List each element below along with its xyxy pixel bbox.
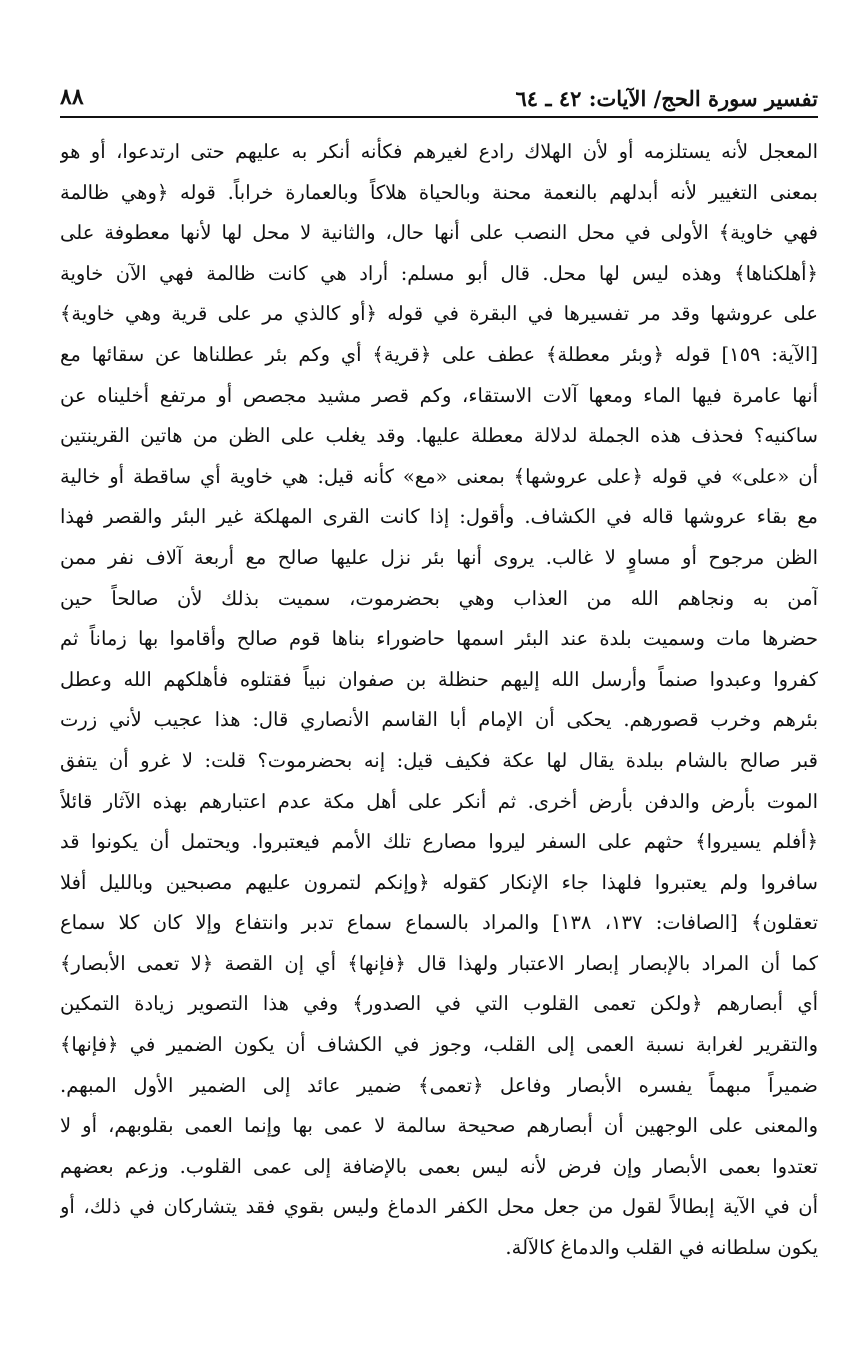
- text-line: بمعنى التغيير لأنه أبدلهم بالنعمة محنة وبالحياة هلاكاً وبالعمارة خراباً. قوله ﴿وهي ظالمة: [60, 180, 818, 204]
- text-line: تعقلون﴾ [الصافات: ١٣٧، ١٣٨] والمراد بالسماع سماع تدبر وانتفاع وإلا كان كلا سماع: [60, 911, 818, 935]
- text-line: آمن به ونجاهم الله من العذاب وهي بحضرموت، سميت بذلك لأن صالحاً حين: [60, 586, 818, 610]
- text-line: كفروا وعبدوا صنماً وأرسل الله إليهم حنظلة بن صفوان نبياً فقتلوه فأهلكهم الله وعطل: [60, 667, 818, 691]
- text-line: ﴿أفلم يسيروا﴾ حثهم على السفر ليروا مصارع تلك الأمم فيعتبروا. ويحتمل أن يكونوا قد: [60, 830, 818, 854]
- text-line: بئرهم وخرب قصورهم. يحكى أن الإمام أبا القاسم الأنصاري قال: هذا عجيب لأني زرت: [60, 708, 818, 732]
- text-line: أي أبصارهم ﴿ولكن تعمى القلوب التي في الصدور﴾ وفي هذا التصوير زيادة التمكين: [60, 992, 818, 1016]
- text-line: والتقرير لغرابة نسبة العمى إلى القلب، وجوز في الكشاف أن يكون الضمير في ﴿فإنها﴾: [60, 1033, 818, 1057]
- text-line: تعتدوا بعمى الأبصار وإن فرض لأنه ليس بعمى بالإضافة إلى عمى القلوب. وزعم بعضهم: [60, 1154, 818, 1178]
- text-line: المعجل لأنه يستلزمه أو لأن الهلاك رادع لغيرهم فكأنه أنكر به عليهم حتى ارتدعوا، أو هو: [60, 140, 818, 163]
- text-line: ﴿أهلكناها﴾ وهذه ليس لها محل. قال أبو مسلم: أراد هي كانت ظالمة فهي الآن خاوية: [60, 261, 818, 285]
- text-line: ساكنيه؟ فحذف هذه الجملة لدلالة معطلة عليها. وقد يغلب على الظن من هاتين القرينتين: [60, 424, 818, 448]
- text-line: فهي خاوية﴾ الأولى في محل النصب على أنها حال، والثانية لا محل لها لأنها معطوفة على: [60, 221, 818, 245]
- text-line-last: يكون سلطانه في القلب والدماغ كالآلة.: [505, 1236, 818, 1260]
- page-number: ٨٨: [60, 84, 84, 110]
- body-text: [60, 132, 818, 1269]
- text-line: أن «على» في قوله ﴿على عروشها﴾ بمعنى «مع» كأنه قيل: هي خاوية أي ساقطة أو خالية: [60, 464, 818, 488]
- text-line: الظن مرجوح أو مساوٍ لا غالب. يروى أنها بئر نزل عليها صالح مع أربعة آلاف نفر ممن: [60, 545, 818, 569]
- text-line: مع بقاء عروشها قاله في الكشاف. وأقول: إذا كانت القرى المهلكة غير البئر والقصر فهذا: [60, 505, 818, 529]
- text-line: أن في الآية إبطالاً لقول من جعل محل الكفر الدماغ وليس بقوي فقد يتشاركان في ذلك، أو: [60, 1195, 818, 1219]
- page-header: [60, 80, 818, 118]
- text-line: قبر صالح بالشام ببلدة يقال لها عكة فكيف قيل: إنه بحضرموت؟ قلت: لا غرو أن يتفق: [60, 748, 818, 772]
- running-header-title: تفسير سورة الحج/ الآيات: ٤٢ ـ ٦٤: [515, 86, 818, 111]
- text-line: على عروشها وقد مر تفسيرها في البقرة في قوله ﴿أو كالذي مر على قرية وهي خاوية﴾: [60, 302, 818, 326]
- text-line: حضرها مات وسميت بلدة عند البئر اسمها حاضوراء بناها قوم صالح وأقاموا بها زماناً ثم: [60, 627, 818, 651]
- text-line: ضميراً مبهماً يفسره الأبصار وفاعل ﴿تعمى﴾ ضمير عائد إلى الضمير الأول المبهم.: [60, 1073, 818, 1097]
- book-page: [60, 80, 818, 1280]
- text-line: أنها عامرة فيها الماء ومعها آلات الاستقاء، وكم قصر مشيد مجصص أو مرتفع أخليناه عن: [60, 383, 818, 407]
- text-line: [الآية: ١٥٩] قوله ﴿وبئر معطلة﴾ عطف على ﴿قرية﴾ أي وكم بئر عطلناها عن سقائها مع: [60, 342, 818, 366]
- text-line: الموت بأرض والدفن بأرض أخرى. ثم أنكر على أهل مكة عدم اعتبارهم بهذه الآثار قائلاً: [60, 789, 818, 813]
- text-line: سافروا ولم يعتبروا فلهذا جاء الإنكار كقوله ﴿وإنكم لتمرون عليهم مصبحين وبالليل أفلا: [60, 870, 818, 894]
- text-line: والمعنى على الوجهين أن أبصارهم صحيحة سالمة لا عمى بها وإنما العمى بقلوبهم، أو لا: [60, 1114, 818, 1138]
- text-line: كما أن المراد بالإبصار إبصار الاعتبار ولهذا قال ﴿فإنها﴾ أي إن القصة ﴿لا تعمى الأبصار﴾: [60, 951, 818, 975]
